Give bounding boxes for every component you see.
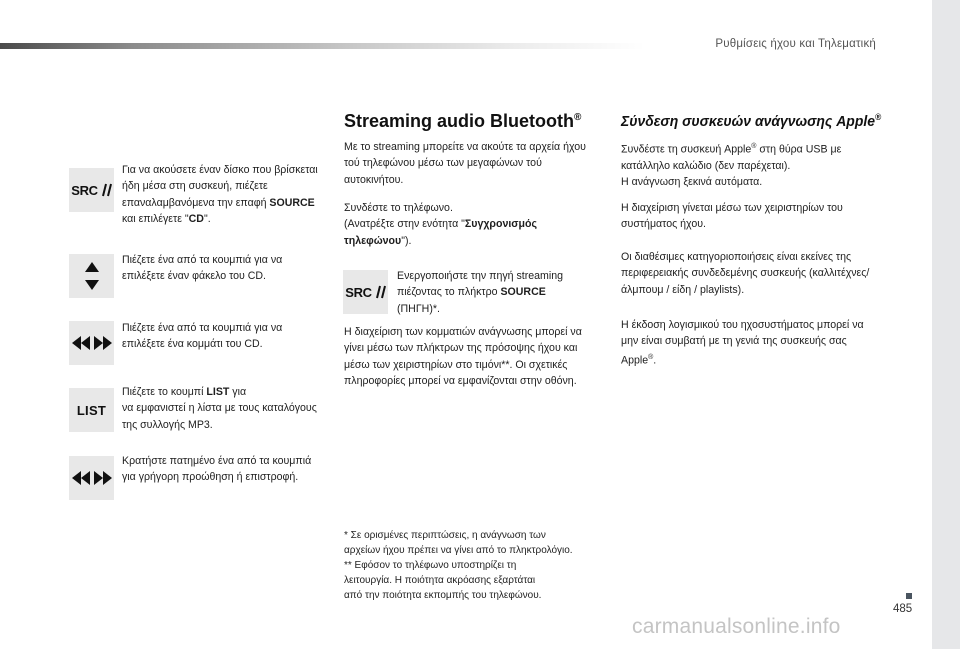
watermark: carmanualsonline.info: [632, 615, 841, 638]
instruction-select-folder: Πιέζετε ένα από τα κουμπιά για να επιλέξετε έναν φάκελο του CD.: [122, 254, 283, 283]
src-icon-label-streaming: SRC: [345, 284, 372, 300]
page-number: 485: [893, 603, 913, 615]
src-button-icon-streaming: [343, 270, 388, 314]
apple-control-text: Η διαχείριση γίνεται μέσω των χειριστηρίων του συστήματος ήχου.: [621, 202, 843, 231]
instruction-play-cd: Για να ακούσετε έναν δίσκο που βρίσκεται ήδη μέσα στη συσκευή, πιέζετε επαναλαμβανόμενα την επαφή SOURCE και επιλέγετε "CD".: [122, 164, 318, 225]
side-strip: [932, 0, 960, 649]
instruction-select-track: Πιέζετε ένα από τα κουμπιά για να επιλέξετε ένα κομμάτι του CD.: [122, 322, 283, 351]
apple-categories-text: Οι διαθέσιμες κατηγοριοποιήσεις είναι εκείνες της περιφερειακής συνδεδεμένης συσκευής (καλλιτέχνες/ άλμπουμ / είδη / playlists).: [621, 251, 870, 296]
apple-compatibility-text: Η έκδοση λογισμικού του ηχοσυστήματος μπορεί να μην είναι συμβατή με τη γενιά της συσκευής σας Apple®.: [621, 319, 864, 367]
connect-phone-text: Συνδέστε το τηλέφωνο. (Ανατρέξτε στην ενότητα "Συγχρονισμός τηλεφώνου").: [344, 202, 538, 247]
src-icon-label: SRC: [71, 182, 98, 198]
footnote-1: * Σε ορισμένες περιπτώσεις, η ανάγνωση των αρχείων ήχου πρέπει να γίνει από το πληκτρολόγιο.: [344, 530, 573, 557]
header-gradient-bar: [0, 43, 645, 49]
list-icon-label: LIST: [76, 402, 107, 418]
fast-seek-arrows-icon: [69, 456, 114, 500]
track-management-text: Η διαχείριση των κομματιών ανάγνωσης μπορεί να γίνει μέσω των πλήκτρων της πρόσοψης ήχου και μέσω των χειριστηρίων στο τιμόνι**. Οι σχετικές πληροφορίες μπορεί να εμφανίζονται στην οθόνη.: [344, 326, 582, 387]
src-slash-icon: [98, 183, 112, 197]
apple-devices-title: Σύνδεση συσκευών ανάγνωσης Apple®: [621, 112, 882, 130]
src-slash-icon-streaming: [372, 285, 386, 299]
instruction-list: Πιέζετε το κουμπί LIST για να εμφανιστεί η λίστα με τους καταλόγους της συλλογής MP3.: [122, 386, 317, 431]
page-marker: [906, 593, 912, 599]
src-button-icon: [69, 168, 114, 212]
streaming-intro: Με το streaming μπορείτε να ακούτε τα αρχεία ήχου τού τηλεφώνου μέσω των μεγαφώνων τού αυτοκινήτου.: [344, 141, 586, 186]
section-title: Ρυθμίσεις ήχου και Τηλεματική: [715, 38, 876, 50]
connect-apple-text: Συνδέστε τη συσκευή Apple® στη θύρα USB με κατάλληλο καλώδιο (δεν παρέχεται). Η ανάγνωση ξεκινά αυτόματα.: [621, 143, 842, 189]
up-down-arrows-icon: [69, 254, 114, 298]
list-button-icon: [69, 388, 114, 432]
footnote-2: ** Εφόσον το τηλέφωνο υποστηρίζει τη λειτουργία. Η ποιότητα ακρόασης εξαρτάται από την ποιότητα εκπομπής του τηλεφώνου.: [344, 560, 542, 602]
bluetooth-streaming-title: Streaming audio Bluetooth®: [344, 111, 582, 131]
seek-arrows-icon: [69, 321, 114, 365]
instruction-fast-forward: Κρατήστε πατημένο ένα από τα κουμπιά για γρήγορη προώθηση ή επιστροφή.: [122, 455, 312, 484]
activate-streaming-text: Ενεργοποιήστε την πηγή streaming πιέζοντας το πλήκτρο SOURCE (ΠΗΓΗ)*.: [397, 270, 563, 315]
